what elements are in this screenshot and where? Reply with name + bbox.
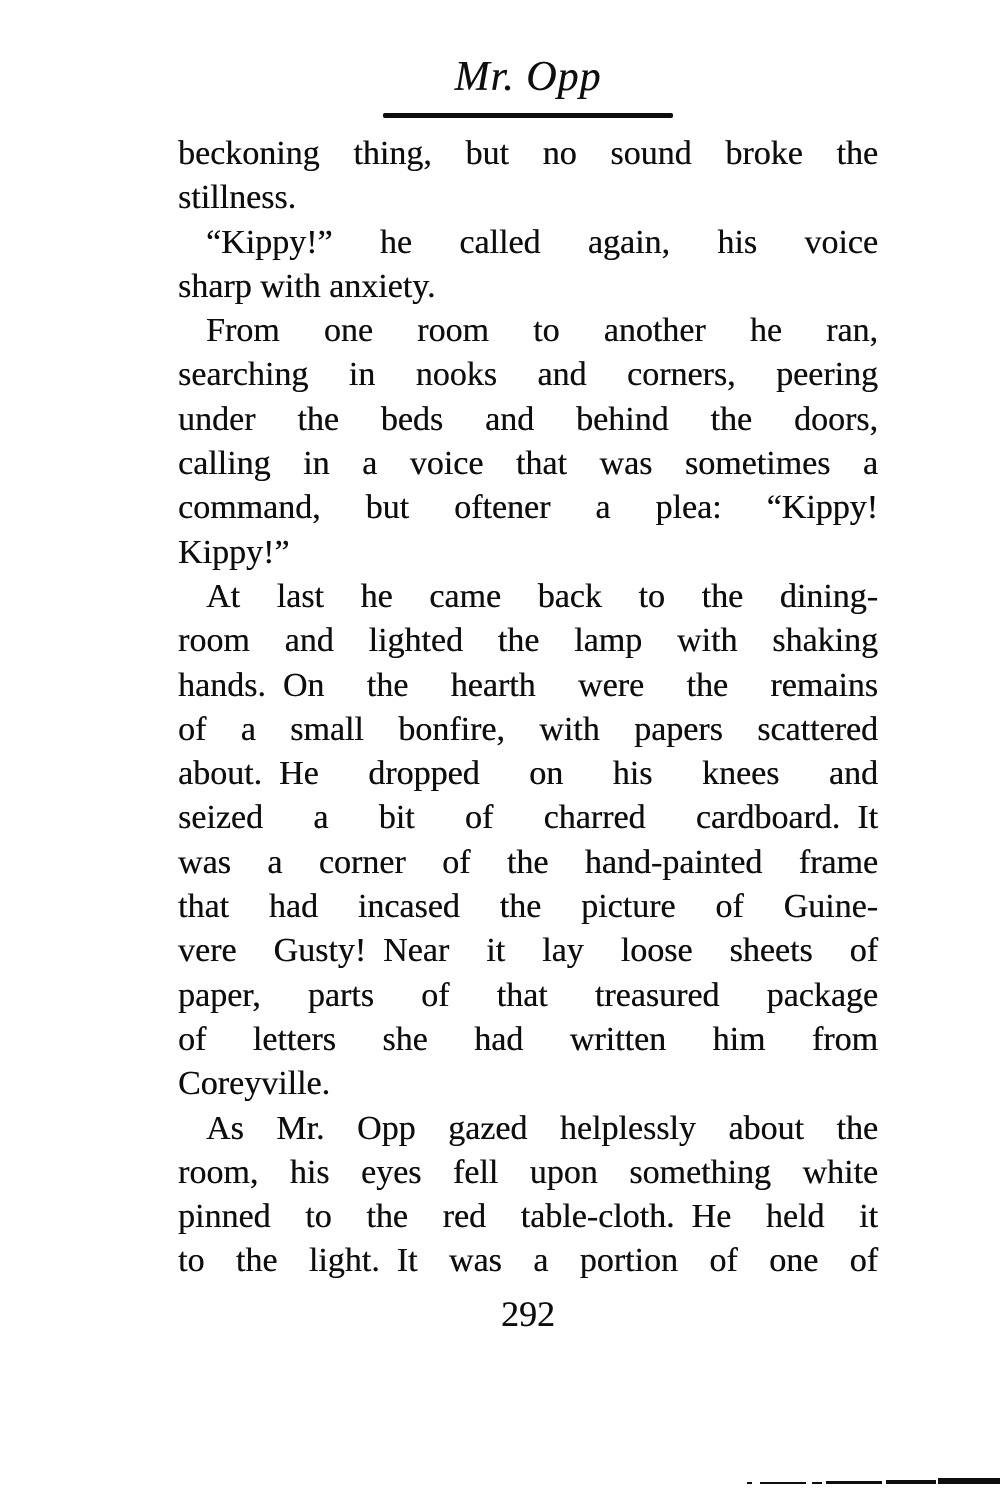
text-line: stillness. [178,179,297,217]
text-line: under the beds and behind the doors, [178,400,878,438]
text-line: searching in nooks and corners, peering [178,356,878,394]
scan-artifact-segment [747,1482,752,1484]
running-header-title: Mr. Opp [454,54,602,100]
text-line: of letters she had written him from [178,1020,878,1058]
text-line: beckoning thing, but no sound broke the [178,135,878,172]
text-line: was a corner of the hand-painted frame [178,843,878,881]
text-line: command, but oftener a plea: “Kippy! [178,489,878,527]
text-line: As Mr. Opp gazed helplessly about the [206,1109,878,1147]
text-line: of a small bonfire, with papers scattered [178,710,878,748]
text-line: hands. On the hearth were the remains [178,666,878,704]
text-line: Kippy!” [178,533,290,571]
text-line: At last he came back to the dining- [206,577,878,615]
text-line: pinned to the red table-cloth. He held it [178,1198,878,1236]
text-line: seized a bit of charred cardboard. It [178,799,878,837]
text-line: to the light. It was a portion of one of [178,1242,878,1280]
scan-artifact-segment [886,1480,936,1484]
scan-artifact-segment [760,1482,806,1484]
scan-artifact-segment [826,1481,882,1484]
text-line: paper, parts of that treasured package [178,976,878,1014]
text-line: room and lighted the lamp with shaking [178,622,878,660]
page-number: 292 [501,1294,555,1334]
text-line: calling in a voice that was sometimes a [178,445,878,483]
text-line: sharp with anxiety. [178,267,436,305]
text-line: about. He dropped on his knees and [178,755,878,793]
text-line: From one room to another he ran, [206,312,878,350]
scan-artifact-segment [938,1478,1000,1484]
scan-artifact-segment [812,1482,822,1484]
text-line: “Kippy!” he called again, his voice [206,223,878,261]
text-line: Coreyville. [178,1065,331,1103]
header-rule [383,113,673,118]
text-line: that had incased the picture of Guine- [178,888,878,926]
body-text [178,132,878,1284]
text-line: room, his eyes fell upon something white [178,1153,878,1191]
text-line: vere Gusty! Near it lay loose sheets of [178,932,878,970]
